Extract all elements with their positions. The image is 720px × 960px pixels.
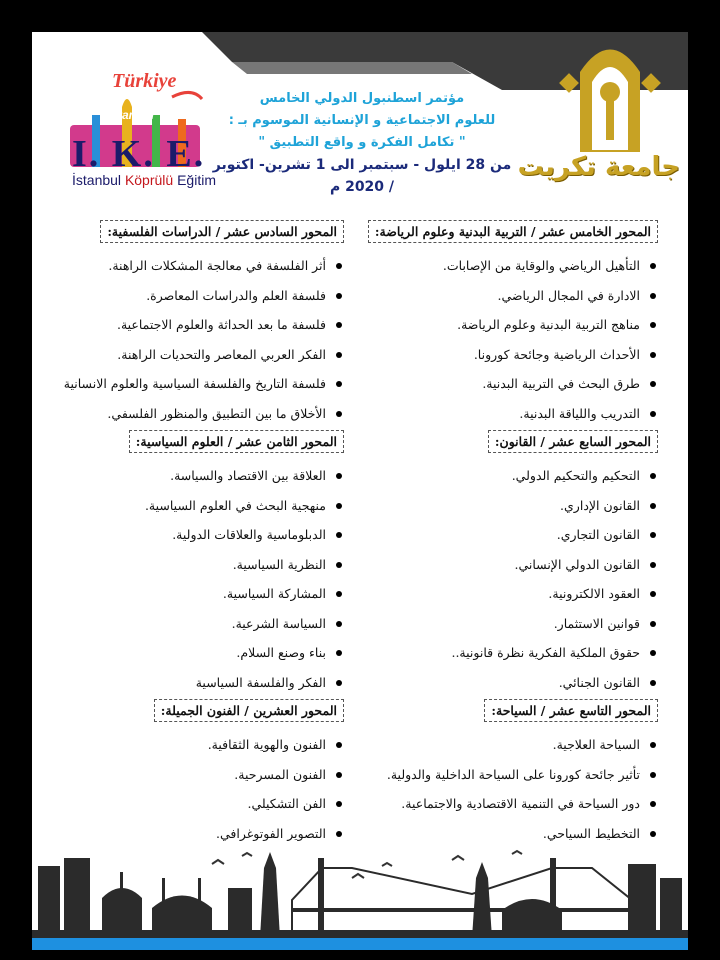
- list-item: العلاقة بين الاقتصاد والسياسة.: [54, 461, 344, 491]
- list-item: دور السياحة في التنمية الاقتصادية والاجتماعية.: [358, 789, 658, 819]
- list-item: الفن التشكيلي.: [54, 789, 344, 819]
- list-item: بناء وصنع السلام.: [54, 638, 344, 668]
- list-item: التصوير الفوتوغرافي.: [54, 819, 344, 849]
- list-item: القانون الدولي الإنساني.: [358, 550, 658, 580]
- ike-subtitle: [72, 172, 216, 188]
- university-name: جامعة تكريت: [517, 152, 680, 182]
- list-item: حقوق الملكية الفكرية نظرة قانونية..: [358, 638, 658, 668]
- ike-sub-istanbul: İstanbul: [72, 172, 122, 188]
- conference-dates: من 28 ايلول - سبتمبر الى 1 تشرين- اكتوبر / 2020 م: [212, 157, 512, 195]
- list-item: الادارة في المجال الرياضي.: [358, 281, 658, 311]
- list-item: منهجية البحث في العلوم السياسية.: [54, 491, 344, 521]
- axis-15-list: [358, 251, 658, 428]
- axis-18-list: [54, 461, 344, 697]
- list-item: أثر الفلسفة في معالجة المشكلات الراهنة.: [54, 251, 344, 281]
- list-item: الأحداث الرياضية وجائحة كورونا.: [358, 340, 658, 370]
- footer-bar: [32, 938, 688, 950]
- list-item: المشاركة السياسية.: [54, 579, 344, 609]
- list-item: تأثير جائحة كورونا على السياحة الداخلية والدولية.: [358, 760, 658, 790]
- list-item: الأخلاق ما بين التطبيق والمنظور الفلسفي.: [54, 399, 344, 429]
- istanbul-skyline-silhouette: [32, 838, 688, 938]
- axis-16-list: [54, 251, 344, 428]
- list-item: الدبلوماسية والعلاقات الدولية.: [54, 520, 344, 550]
- heading-line-2: للعلوم الاجتماعية و الإنسانية الموسوم بـ :: [228, 113, 496, 128]
- list-item: الفكر العربي المعاصر والتحديات الراهنة.: [54, 340, 344, 370]
- list-item: الفكر والفلسفة السياسية: [54, 668, 344, 698]
- right-column: [358, 220, 658, 848]
- list-item: القانون الإداري.: [358, 491, 658, 521]
- list-item: فلسفة التاريخ والفلسفة السياسية والعلوم الانسانية: [54, 369, 344, 399]
- list-item: النظرية السياسية.: [54, 550, 344, 580]
- axis-18-title: المحور الثامن عشر / العلوم السياسية:: [129, 430, 344, 453]
- poster: [32, 32, 688, 950]
- axis-20-title: المحور العشرين / الفنون الجميلة:: [154, 699, 344, 722]
- list-item: التحكيم والتحكيم الدولي.: [358, 461, 658, 491]
- list-item: التخطيط السياحي.: [358, 819, 658, 849]
- ike-logo: I. K. E.: [72, 133, 206, 175]
- axis-16-title: المحور السادس عشر / الدراسات الفلسفية:: [100, 220, 344, 243]
- axis-15-title: المحور الخامس عشر / التربية البدنية وعلوم الرياضة:: [368, 220, 658, 243]
- list-item: القانون الجنائي.: [358, 668, 658, 698]
- istanbul-text: İstanbul: [108, 108, 155, 122]
- list-item: قوانين الاستثمار.: [358, 609, 658, 639]
- ike-sub-egitim: Eğitim: [177, 172, 216, 188]
- axis-19-list: [358, 730, 658, 848]
- axis-17-list: [358, 461, 658, 697]
- list-item: السياسة الشرعية.: [54, 609, 344, 639]
- list-item: مناهج التربية البدنية وعلوم الرياضة.: [358, 310, 658, 340]
- axis-20-list: [54, 730, 344, 848]
- list-item: القانون التجاري.: [358, 520, 658, 550]
- list-item: فلسفة العلم والدراسات المعاصرة.: [54, 281, 344, 311]
- list-item: العقود الالكترونية.: [358, 579, 658, 609]
- heading-line-3: " تكامل الفكرة و واقع التطبيق ": [258, 135, 466, 150]
- list-item: الفنون المسرحية.: [54, 760, 344, 790]
- list-item: الفنون والهوية الثقافية.: [54, 730, 344, 760]
- list-item: السياحة العلاجية.: [358, 730, 658, 760]
- list-item: طرق البحث في التربية البدنية.: [358, 369, 658, 399]
- conference-heading: [212, 88, 512, 198]
- axis-17-title: المحور السابع عشر / القانون:: [488, 430, 658, 453]
- turkiye-text: Türkiye: [112, 70, 177, 92]
- left-column: [54, 220, 344, 848]
- list-item: التأهيل الرياضي والوقاية من الإصابات.: [358, 251, 658, 281]
- axis-19-title: المحور التاسع عشر / السياحة:: [484, 699, 658, 722]
- heading-line-1: مؤتمر اسطنبول الدولي الخامس: [259, 91, 465, 106]
- list-item: فلسفة ما بعد الحداثة والعلوم الاجتماعية.: [54, 310, 344, 340]
- list-item: التدريب واللياقة البدنية.: [358, 399, 658, 429]
- ike-sub-koprulu: Köprülü: [124, 172, 174, 188]
